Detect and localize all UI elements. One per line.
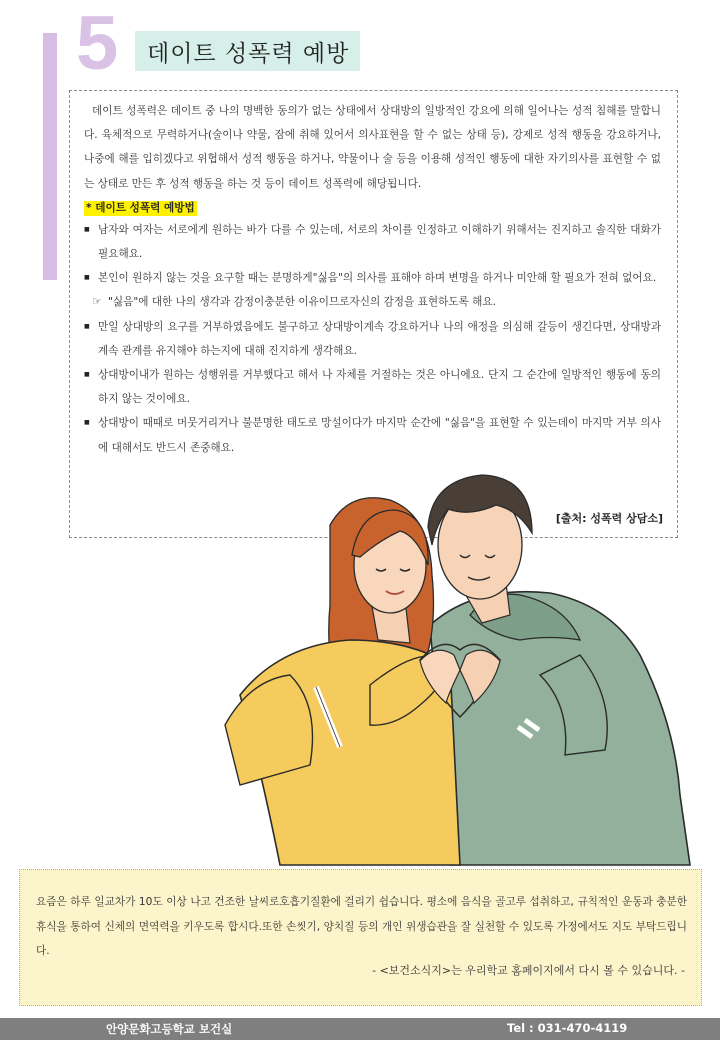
footer-school: 안양문화고등학교 보건실	[106, 1022, 233, 1036]
note-text: "싫음"에 대한 나의 생각과 감정이충분한 이유이므로자신의 감정을 표현하도록 해요.	[108, 296, 496, 309]
prevention-heading: * 데이트 성폭력 예방법	[86, 201, 195, 214]
page-title: 데이트 성폭력 예방	[147, 40, 350, 67]
list-item: ■ 만일 상대방의 요구를 거부하였음에도 불구하고 상대방이계속 강요하거나 나의 애정을 의심해 갈등이 생긴다면, 상대방과 계속 관계를 유지해야 하는지에 대해 진지하게 생각해요.	[84, 315, 661, 363]
prevention-list	[84, 218, 661, 460]
footer-tel: Tel : 031-470-4119	[507, 1021, 628, 1035]
notice-box	[19, 869, 702, 1006]
list-item: ■ 본인이 원하지 않는 것을 요구할 때는 분명하게"싫음"의 의사를 표해야 하며 변명을 하거나 미안해 할 필요가 전혀 없어요.	[84, 266, 661, 290]
section-number: 5	[76, 1, 119, 86]
footer	[0, 1018, 720, 1040]
list-item: ■ 상대방이 때때로 머뭇거리거나 불분명한 태도로 망설이다가 마지막 순간에 "싫음"을 표현할 수 있는데이 마지막 거부 의사에 대해서도 반드시 존중해요.	[84, 411, 661, 459]
list-item: ■ 상대방이내가 원하는 성행위를 거부했다고 해서 나 자체를 거절하는 것은 아니에요. 단지 그 순간에 일방적인 행동에 동의하지 않는 것이에요.	[84, 363, 661, 411]
accent-bar	[43, 33, 57, 280]
list-item: ■ 남자와 여자는 서로에게 원하는 바가 다를 수 있는데, 서로의 차이를 인정하고 이해하기 위해서는 진지하고 솔직한 대화가 필요해요.	[84, 218, 661, 266]
title-box	[135, 31, 360, 71]
pointing-hand-icon: ☞	[92, 295, 102, 309]
note-item	[84, 290, 661, 314]
couple-heart-illustration	[220, 465, 700, 870]
notice-sign: - <보건소식지>는 우리학교 홈페이지에서 다시 볼 수 있습니다. -	[372, 964, 685, 977]
notice-text: 요즘은 하루 일교차가 10도 이상 나고 건조한 날씨로호흡기질환에 걸리기 쉽습니다. 평소에 음식을 골고루 섭취하고, 규칙적인 운동과 충분한 휴식을 통하여 신체의 면역력을 키우도록 합시다.또한 손씻기, 양치질 등의 개인 위생습관을 잘 실천할 수 있도록 가정에서도 지도 부탁드립니다.	[36, 896, 687, 957]
intro-paragraph: 데이트 성폭력은 데이트 중 나의 명백한 동의가 없는 상태에서 상대방의 일방적인 강요에 의해 일어나는 성적 침해를 말합니다. 육체적으로 무력하거나(술이나 약물, 잠에 취해 있어서 의사표현을 할 수 없는 상태 등), 강제로 성적 행동을 강요하거나, 나중에 해를 입히겠다고 위협해서 성적 행동을 하거나, 약물이나 술 등을 이용해 성적인 행동에 대한 자기의사를 표현할 수 없는 상태로 만든 후 성적 행동을 하는 것 등이 데이트 성폭력에 해당됩니다.	[84, 105, 661, 190]
source-citation: [출처: 성폭력 상담소]	[555, 512, 663, 525]
